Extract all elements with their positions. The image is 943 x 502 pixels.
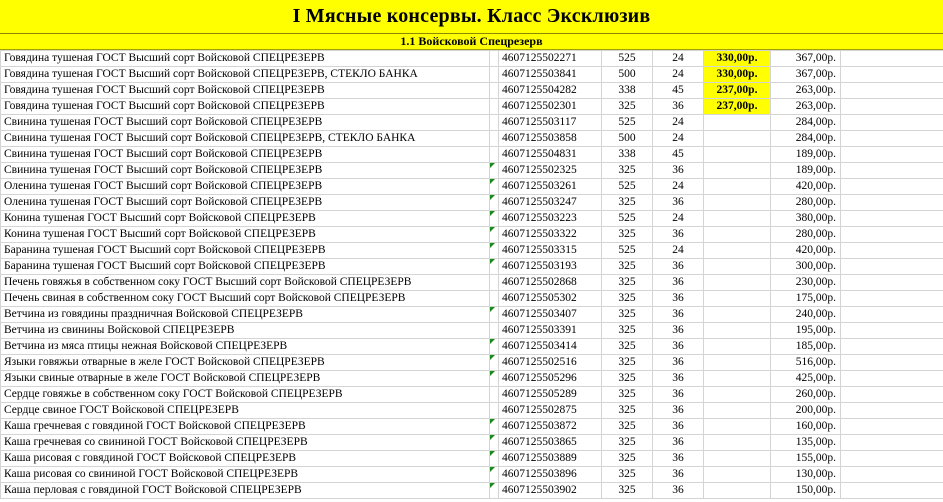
product-name-cell[interactable]: Каша рисовая со свининой ГОСТ Войсковой СПЕЦРЕЗЕРВ xyxy=(1,467,490,483)
empty-cell[interactable] xyxy=(841,275,943,291)
table-row xyxy=(1,259,943,275)
barcode-cell[interactable]: 4607125503407 xyxy=(499,307,602,323)
price-cell[interactable]: 189,00р. xyxy=(771,163,841,179)
quantity-cell[interactable]: 36 xyxy=(653,275,704,291)
comment-cell[interactable] xyxy=(490,291,499,307)
comment-cell[interactable] xyxy=(490,195,499,211)
table-row xyxy=(1,403,943,419)
table-row xyxy=(1,115,943,131)
sale-price-cell[interactable] xyxy=(704,371,771,387)
empty-cell[interactable] xyxy=(841,243,943,259)
price-cell[interactable]: 420,00р. xyxy=(771,243,841,259)
weight-cell[interactable]: 500 xyxy=(602,131,653,147)
sale-price-cell[interactable]: 237,00р. xyxy=(704,99,771,115)
weight-cell[interactable]: 325 xyxy=(602,403,653,419)
table-row xyxy=(1,51,943,67)
product-name-cell[interactable]: Ветчина из мяса птицы нежная Войсковой СПЕЦРЕЗЕРВ xyxy=(1,339,490,355)
table-row xyxy=(1,83,943,99)
sale-price-cell[interactable] xyxy=(704,467,771,483)
comment-cell[interactable] xyxy=(490,307,499,323)
empty-cell[interactable] xyxy=(841,259,943,275)
sale-price-cell[interactable] xyxy=(704,339,771,355)
empty-cell[interactable] xyxy=(841,131,943,147)
sale-price-cell[interactable] xyxy=(704,403,771,419)
comment-cell[interactable] xyxy=(490,67,499,83)
product-name-cell[interactable]: Языки говяжьи отварные в желе ГОСТ Войсковой СПЕЦРЕЗЕРВ xyxy=(1,355,490,371)
price-cell[interactable]: 135,00р. xyxy=(771,435,841,451)
empty-cell[interactable] xyxy=(841,355,943,371)
empty-cell[interactable] xyxy=(841,99,943,115)
empty-cell[interactable] xyxy=(841,115,943,131)
empty-cell[interactable] xyxy=(841,435,943,451)
barcode-cell[interactable]: 4607125502325 xyxy=(499,163,602,179)
quantity-cell[interactable]: 36 xyxy=(653,451,704,467)
weight-cell[interactable]: 325 xyxy=(602,323,653,339)
table-row xyxy=(1,435,943,451)
product-name-cell[interactable]: Свинина тушеная ГОСТ Высший сорт Войсковой СПЕЦРЕЗЕРВ, СТЕКЛО БАНКА xyxy=(1,131,490,147)
comment-cell[interactable] xyxy=(490,115,499,131)
price-cell[interactable]: 380,00р. xyxy=(771,211,841,227)
product-name-cell[interactable]: Каша перловая с говядиной ГОСТ Войсковой СПЕЦРЕЗЕРВ xyxy=(1,483,490,499)
comment-marker-icon xyxy=(490,451,495,456)
comment-marker-icon xyxy=(490,179,495,184)
barcode-cell[interactable]: 4607125503841 xyxy=(499,67,602,83)
quantity-cell[interactable]: 24 xyxy=(653,51,704,67)
barcode-cell[interactable]: 4607125503391 xyxy=(499,323,602,339)
price-cell[interactable]: 284,00р. xyxy=(771,115,841,131)
quantity-cell[interactable]: 24 xyxy=(653,243,704,259)
barcode-cell[interactable]: 4607125505302 xyxy=(499,291,602,307)
weight-cell[interactable]: 338 xyxy=(602,83,653,99)
table-row xyxy=(1,227,943,243)
quantity-cell[interactable]: 36 xyxy=(653,419,704,435)
price-cell[interactable]: 516,00р. xyxy=(771,355,841,371)
price-cell[interactable]: 150,00р. xyxy=(771,483,841,499)
product-name-cell[interactable]: Печень говяжья в собственном соку ГОСТ Высший сорт Войсковой СПЕЦРЕЗЕРВ xyxy=(1,275,490,291)
weight-cell[interactable]: 525 xyxy=(602,211,653,227)
product-name-cell[interactable]: Ветчина из говядины праздничная Войсковой СПЕЦРЕЗЕРВ xyxy=(1,307,490,323)
barcode-cell[interactable]: 4607125503896 xyxy=(499,467,602,483)
comment-marker-icon xyxy=(490,227,495,232)
barcode-cell[interactable]: 4607125503414 xyxy=(499,339,602,355)
empty-cell[interactable] xyxy=(841,403,943,419)
table-row xyxy=(1,451,943,467)
sale-price-cell[interactable]: 330,00р. xyxy=(704,67,771,83)
empty-cell[interactable] xyxy=(841,195,943,211)
price-cell[interactable]: 160,00р. xyxy=(771,419,841,435)
table-row xyxy=(1,147,943,163)
weight-cell[interactable]: 525 xyxy=(602,243,653,259)
product-name-cell[interactable]: Сердце свиное ГОСТ Войсковой СПЕЦРЕЗЕРВ xyxy=(1,403,490,419)
comment-cell[interactable] xyxy=(490,243,499,259)
weight-cell[interactable]: 525 xyxy=(602,179,653,195)
price-cell[interactable]: 420,00р. xyxy=(771,179,841,195)
sale-price-cell[interactable] xyxy=(704,163,771,179)
empty-cell[interactable] xyxy=(841,291,943,307)
product-name-cell[interactable]: Свинина тушеная ГОСТ Высший сорт Войсковой СПЕЦРЕЗЕРВ xyxy=(1,115,490,131)
price-cell[interactable]: 155,00р. xyxy=(771,451,841,467)
empty-cell[interactable] xyxy=(841,67,943,83)
sale-price-cell[interactable] xyxy=(704,131,771,147)
table-body xyxy=(1,51,943,499)
sale-price-cell[interactable] xyxy=(704,355,771,371)
table-row xyxy=(1,307,943,323)
comment-cell[interactable] xyxy=(490,179,499,195)
table-row xyxy=(1,195,943,211)
barcode-cell[interactable]: 4607125503117 xyxy=(499,115,602,131)
product-name-cell[interactable]: Свинина тушеная ГОСТ Высший сорт Войсковой СПЕЦРЕЗЕРВ xyxy=(1,147,490,163)
empty-cell[interactable] xyxy=(841,339,943,355)
comment-cell[interactable] xyxy=(490,83,499,99)
comment-marker-icon xyxy=(490,435,495,440)
comment-cell[interactable] xyxy=(490,99,499,115)
price-cell[interactable]: 200,00р. xyxy=(771,403,841,419)
product-name-cell[interactable]: Говядина тушеная ГОСТ Высший сорт Войсковой СПЕЦРЕЗЕРВ xyxy=(1,51,490,67)
product-name-cell[interactable]: Каша гречневая с говядиной ГОСТ Войсковой СПЕЦРЕЗЕРВ xyxy=(1,419,490,435)
weight-cell[interactable]: 325 xyxy=(602,227,653,243)
table-row xyxy=(1,163,943,179)
quantity-cell[interactable]: 24 xyxy=(653,179,704,195)
price-cell[interactable]: 240,00р. xyxy=(771,307,841,323)
barcode-cell[interactable]: 4607125503193 xyxy=(499,259,602,275)
table-row xyxy=(1,323,943,339)
comment-marker-icon xyxy=(490,195,495,200)
comment-marker-icon xyxy=(490,259,495,264)
barcode-cell[interactable]: 4607125502271 xyxy=(499,51,602,67)
sale-price-cell[interactable] xyxy=(704,451,771,467)
sale-price-cell[interactable] xyxy=(704,275,771,291)
barcode-cell[interactable]: 4607125504831 xyxy=(499,147,602,163)
quantity-cell[interactable]: 36 xyxy=(653,195,704,211)
comment-cell[interactable] xyxy=(490,467,499,483)
product-name-cell[interactable]: Каша гречневая со свининой ГОСТ Войсковой СПЕЦРЕЗЕРВ xyxy=(1,435,490,451)
comment-cell[interactable] xyxy=(490,339,499,355)
barcode-cell[interactable]: 4607125505289 xyxy=(499,387,602,403)
price-cell[interactable]: 263,00р. xyxy=(771,83,841,99)
comment-cell[interactable] xyxy=(490,131,499,147)
weight-cell[interactable]: 325 xyxy=(602,419,653,435)
quantity-cell[interactable]: 36 xyxy=(653,387,704,403)
empty-cell[interactable] xyxy=(841,467,943,483)
comment-marker-icon xyxy=(490,355,495,360)
comment-cell[interactable] xyxy=(490,227,499,243)
product-name-cell[interactable]: Баранина тушеная ГОСТ Высший сорт Войсковой СПЕЦРЕЗЕРВ xyxy=(1,259,490,275)
barcode-cell[interactable]: 4607125502301 xyxy=(499,99,602,115)
weight-cell[interactable]: 325 xyxy=(602,307,653,323)
quantity-cell[interactable]: 36 xyxy=(653,371,704,387)
table-row xyxy=(1,355,943,371)
comment-marker-icon xyxy=(490,483,495,488)
quantity-cell[interactable]: 24 xyxy=(653,211,704,227)
price-cell[interactable]: 189,00р. xyxy=(771,147,841,163)
weight-cell[interactable]: 325 xyxy=(602,483,653,499)
weight-cell[interactable]: 325 xyxy=(602,163,653,179)
comment-cell[interactable] xyxy=(490,147,499,163)
comment-cell[interactable] xyxy=(490,211,499,227)
comment-marker-icon xyxy=(490,243,495,248)
sale-price-cell[interactable]: 330,00р. xyxy=(704,51,771,67)
weight-cell[interactable]: 525 xyxy=(602,115,653,131)
price-cell[interactable]: 300,00р. xyxy=(771,259,841,275)
barcode-cell[interactable]: 4607125503261 xyxy=(499,179,602,195)
table-row xyxy=(1,67,943,83)
barcode-cell[interactable]: 4607125503889 xyxy=(499,451,602,467)
barcode-cell[interactable]: 4607125503223 xyxy=(499,211,602,227)
empty-cell[interactable] xyxy=(841,323,943,339)
weight-cell[interactable]: 500 xyxy=(602,67,653,83)
quantity-cell[interactable]: 36 xyxy=(653,291,704,307)
price-cell[interactable]: 195,00р. xyxy=(771,323,841,339)
empty-cell[interactable] xyxy=(841,179,943,195)
comment-cell[interactable] xyxy=(490,403,499,419)
empty-cell[interactable] xyxy=(841,307,943,323)
price-cell[interactable]: 230,00р. xyxy=(771,275,841,291)
comment-cell[interactable] xyxy=(490,323,499,339)
price-cell[interactable]: 260,00р. xyxy=(771,387,841,403)
barcode-cell[interactable]: 4607125502875 xyxy=(499,403,602,419)
quantity-cell[interactable]: 36 xyxy=(653,307,704,323)
barcode-cell[interactable]: 4607125502868 xyxy=(499,275,602,291)
sale-price-cell[interactable] xyxy=(704,195,771,211)
sale-price-cell[interactable] xyxy=(704,435,771,451)
comment-cell[interactable] xyxy=(490,451,499,467)
price-cell[interactable]: 280,00р. xyxy=(771,195,841,211)
table-row xyxy=(1,99,943,115)
table-row xyxy=(1,291,943,307)
comment-cell[interactable] xyxy=(490,275,499,291)
weight-cell[interactable]: 325 xyxy=(602,275,653,291)
weight-cell[interactable]: 325 xyxy=(602,195,653,211)
weight-cell[interactable]: 325 xyxy=(602,435,653,451)
sale-price-cell[interactable] xyxy=(704,147,771,163)
quantity-cell[interactable]: 45 xyxy=(653,147,704,163)
table-row xyxy=(1,275,943,291)
quantity-cell[interactable]: 24 xyxy=(653,67,704,83)
price-cell[interactable]: 280,00р. xyxy=(771,227,841,243)
section-subtitle[interactable]: 1.1 Войсковой Спецрезерв xyxy=(0,34,943,50)
quantity-cell[interactable]: 24 xyxy=(653,115,704,131)
table-row xyxy=(1,419,943,435)
price-cell[interactable]: 130,00р. xyxy=(771,467,841,483)
product-name-cell[interactable]: Конина тушеная ГОСТ Высший сорт Войсковой СПЕЦРЕЗЕРВ xyxy=(1,211,490,227)
comment-marker-icon xyxy=(490,339,495,344)
empty-cell[interactable] xyxy=(841,211,943,227)
product-name-cell[interactable]: Сердце говяжье в собственном соку ГОСТ Войсковой СПЕЦРЕЗЕРВ xyxy=(1,387,490,403)
table-row xyxy=(1,339,943,355)
price-cell[interactable]: 263,00р. xyxy=(771,99,841,115)
barcode-cell[interactable]: 4607125505296 xyxy=(499,371,602,387)
quantity-cell[interactable]: 36 xyxy=(653,323,704,339)
product-name-cell[interactable]: Говядина тушеная ГОСТ Высший сорт Войсковой СПЕЦРЕЗЕРВ xyxy=(1,83,490,99)
product-name-cell[interactable]: Говядина тушеная ГОСТ Высший сорт Войсковой СПЕЦРЕЗЕРВ xyxy=(1,99,490,115)
quantity-cell[interactable]: 36 xyxy=(653,163,704,179)
quantity-cell[interactable]: 36 xyxy=(653,435,704,451)
barcode-cell[interactable]: 4607125503865 xyxy=(499,435,602,451)
price-table xyxy=(0,50,943,499)
weight-cell[interactable]: 325 xyxy=(602,259,653,275)
barcode-cell[interactable]: 4607125503872 xyxy=(499,419,602,435)
price-cell[interactable]: 425,00р. xyxy=(771,371,841,387)
sale-price-cell[interactable] xyxy=(704,323,771,339)
comment-cell[interactable] xyxy=(490,387,499,403)
table-row xyxy=(1,483,943,499)
sale-price-cell[interactable] xyxy=(704,387,771,403)
weight-cell[interactable]: 325 xyxy=(602,371,653,387)
empty-cell[interactable] xyxy=(841,163,943,179)
weight-cell[interactable]: 325 xyxy=(602,467,653,483)
weight-cell[interactable]: 525 xyxy=(602,51,653,67)
comment-cell[interactable] xyxy=(490,163,499,179)
comment-cell[interactable] xyxy=(490,435,499,451)
table-row xyxy=(1,243,943,259)
barcode-cell[interactable]: 4607125502516 xyxy=(499,355,602,371)
quantity-cell[interactable]: 36 xyxy=(653,483,704,499)
quantity-cell[interactable]: 36 xyxy=(653,467,704,483)
product-name-cell[interactable]: Говядина тушеная ГОСТ Высший сорт Войсковой СПЕЦРЕЗЕРВ, СТЕКЛО БАНКА xyxy=(1,67,490,83)
sale-price-cell[interactable] xyxy=(704,243,771,259)
weight-cell[interactable]: 325 xyxy=(602,291,653,307)
quantity-cell[interactable]: 36 xyxy=(653,259,704,275)
sale-price-cell[interactable] xyxy=(704,259,771,275)
comment-marker-icon xyxy=(490,163,495,168)
quantity-cell[interactable]: 45 xyxy=(653,83,704,99)
sale-price-cell[interactable] xyxy=(704,419,771,435)
price-cell[interactable]: 367,00р. xyxy=(771,67,841,83)
empty-cell[interactable] xyxy=(841,147,943,163)
weight-cell[interactable]: 325 xyxy=(602,387,653,403)
weight-cell[interactable]: 325 xyxy=(602,99,653,115)
comment-marker-icon xyxy=(490,467,495,472)
table-row xyxy=(1,131,943,147)
barcode-cell[interactable]: 4607125503247 xyxy=(499,195,602,211)
sale-price-cell[interactable]: 237,00р. xyxy=(704,83,771,99)
sale-price-cell[interactable] xyxy=(704,307,771,323)
quantity-cell[interactable]: 36 xyxy=(653,227,704,243)
table-row xyxy=(1,211,943,227)
price-cell[interactable]: 367,00р. xyxy=(771,51,841,67)
sale-price-cell[interactable] xyxy=(704,291,771,307)
empty-cell[interactable] xyxy=(841,419,943,435)
product-name-cell[interactable]: Каша рисовая с говядиной ГОСТ Войсковой СПЕЦРЕЗЕРВ xyxy=(1,451,490,467)
barcode-cell[interactable]: 4607125503322 xyxy=(499,227,602,243)
price-cell[interactable]: 284,00р. xyxy=(771,131,841,147)
price-cell[interactable]: 185,00р. xyxy=(771,339,841,355)
table-row xyxy=(1,179,943,195)
quantity-cell[interactable]: 36 xyxy=(653,339,704,355)
quantity-cell[interactable]: 36 xyxy=(653,99,704,115)
empty-cell[interactable] xyxy=(841,83,943,99)
sale-price-cell[interactable] xyxy=(704,211,771,227)
table-row xyxy=(1,371,943,387)
product-name-cell[interactable]: Языки свиные отварные в желе ГОСТ Войсковой СПЕЦРЕЗЕРВ xyxy=(1,371,490,387)
barcode-cell[interactable]: 4607125504282 xyxy=(499,83,602,99)
comment-marker-icon xyxy=(490,307,495,312)
quantity-cell[interactable]: 36 xyxy=(653,403,704,419)
empty-cell[interactable] xyxy=(841,227,943,243)
quantity-cell[interactable]: 24 xyxy=(653,131,704,147)
comment-cell[interactable] xyxy=(490,483,499,499)
barcode-cell[interactable]: 4607125503315 xyxy=(499,243,602,259)
sale-price-cell[interactable] xyxy=(704,483,771,499)
weight-cell[interactable]: 338 xyxy=(602,147,653,163)
comment-cell[interactable] xyxy=(490,259,499,275)
empty-cell[interactable] xyxy=(841,387,943,403)
sale-price-cell[interactable] xyxy=(704,115,771,131)
table-row xyxy=(1,467,943,483)
comment-marker-icon xyxy=(490,371,495,376)
table-row xyxy=(1,387,943,403)
product-name-cell[interactable]: Оленина тушеная ГОСТ Высший сорт Войсковой СПЕЦРЕЗЕРВ xyxy=(1,179,490,195)
product-name-cell[interactable]: Баранина тушеная ГОСТ Высший сорт Войсковой СПЕЦРЕЗЕРВ xyxy=(1,243,490,259)
comment-cell[interactable] xyxy=(490,371,499,387)
comment-marker-icon xyxy=(490,211,495,216)
product-name-cell[interactable]: Печень свиная в собственном соку ГОСТ Высший сорт Войсковой СПЕЦРЕЗЕРВ xyxy=(1,291,490,307)
empty-cell[interactable] xyxy=(841,371,943,387)
comment-marker-icon xyxy=(490,419,495,424)
sale-price-cell[interactable] xyxy=(704,227,771,243)
comment-cell[interactable] xyxy=(490,355,499,371)
sheet-title[interactable]: I Мясные консервы. Класс Эксклюзив xyxy=(0,0,943,34)
empty-cell[interactable] xyxy=(841,483,943,499)
quantity-cell[interactable]: 36 xyxy=(653,355,704,371)
empty-cell[interactable] xyxy=(841,451,943,467)
product-name-cell[interactable]: Конина тушеная ГОСТ Высший сорт Войсковой СПЕЦРЕЗЕРВ xyxy=(1,227,490,243)
weight-cell[interactable]: 325 xyxy=(602,451,653,467)
sale-price-cell[interactable] xyxy=(704,179,771,195)
empty-cell[interactable] xyxy=(841,51,943,67)
comment-cell[interactable] xyxy=(490,51,499,67)
comment-cell[interactable] xyxy=(490,419,499,435)
weight-cell[interactable]: 325 xyxy=(602,339,653,355)
barcode-cell[interactable]: 4607125503858 xyxy=(499,131,602,147)
product-name-cell[interactable]: Свинина тушеная ГОСТ Высший сорт Войсковой СПЕЦРЕЗЕРВ xyxy=(1,163,490,179)
price-cell[interactable]: 175,00р. xyxy=(771,291,841,307)
product-name-cell[interactable]: Ветчина из свинины Войсковой СПЕЦРЕЗЕРВ xyxy=(1,323,490,339)
barcode-cell[interactable]: 4607125503902 xyxy=(499,483,602,499)
weight-cell[interactable]: 325 xyxy=(602,355,653,371)
product-name-cell[interactable]: Оленина тушеная ГОСТ Высший сорт Войсковой СПЕЦРЕЗЕРВ xyxy=(1,195,490,211)
